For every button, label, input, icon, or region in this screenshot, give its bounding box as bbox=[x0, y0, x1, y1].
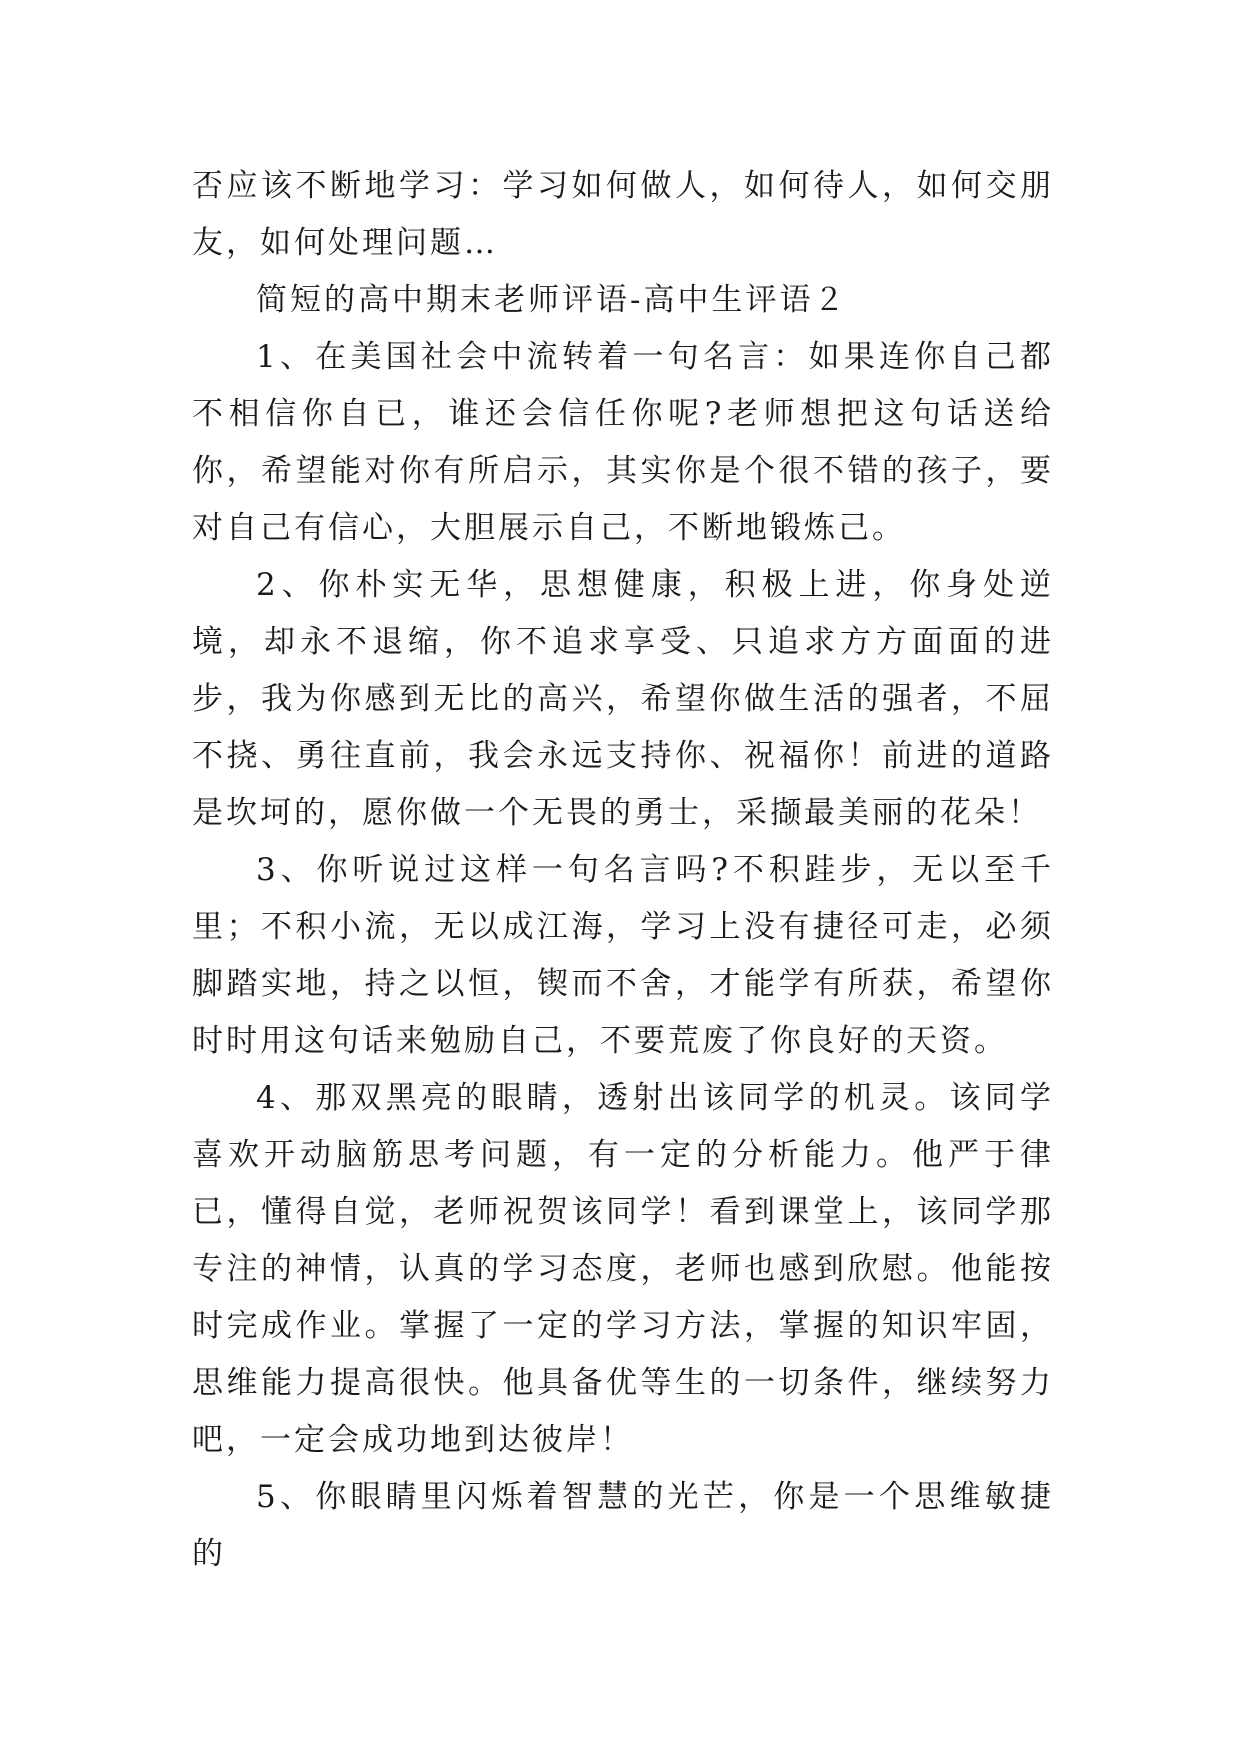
document-body bbox=[192, 158, 1054, 1583]
lead-paragraph: 否应该不断地学习：学习如何做人，如何待人，如何交朋友，如何处理问题… bbox=[192, 168, 1054, 261]
comment-item-4: 4、那双黑亮的眼睛，透射出该同学的机灵。该同学喜欢开动脑筋思考问题，有一定的分析能力。他严于律已，懂得自觉，老师祝贺该同学！看到课堂上，该同学那专注的神情，认真的学习态度，老师也感到欣慰。他能按时完成作业。掌握了一定的学习方法，掌握的知识牢固，思维能力提高很快。他具备优等生的一切条件，继续努力吧，一定会成功地到达彼岸！ bbox=[192, 1080, 1054, 1458]
comment-item-5: 5、你眼睛里闪烁着智慧的光芒，你是一个思维敏捷的 bbox=[192, 1479, 1054, 1572]
comment-item-1: 1、在美国社会中流转着一句名言：如果连你自己都不相信你自已，谁还会信任你呢?老师想把这句话送给你，希望能对你有所启示，其实你是个很不错的孩子，要对自己有信心，大胆展示自己，不断地锻炼己。 bbox=[192, 339, 1054, 546]
comment-item-3: 3、你听说过这样一句名言吗?不积跬步，无以至千里；不积小流，无以成江海，学习上没有捷径可走，必须脚踏实地，持之以恒，锲而不舍，才能学有所获，希望你时时用这句话来勉励自己，不要荒废了你良好的天资。 bbox=[192, 852, 1054, 1059]
comment-item-2: 2、你朴实无华，思想健康，积极上进，你身处逆境，却永不退缩，你不追求享受、只追求方方面面的进步，我为你感到无比的高兴，希望你做生活的强者，不屈不挠、勇往直前，我会永远支持你、祝福你！前进的道路是坎坷的，愿你做一个无畏的勇士，采撷最美丽的花朵！ bbox=[192, 567, 1054, 831]
section-heading: 简短的高中期末老师评语-高中生评语２ bbox=[256, 282, 848, 318]
